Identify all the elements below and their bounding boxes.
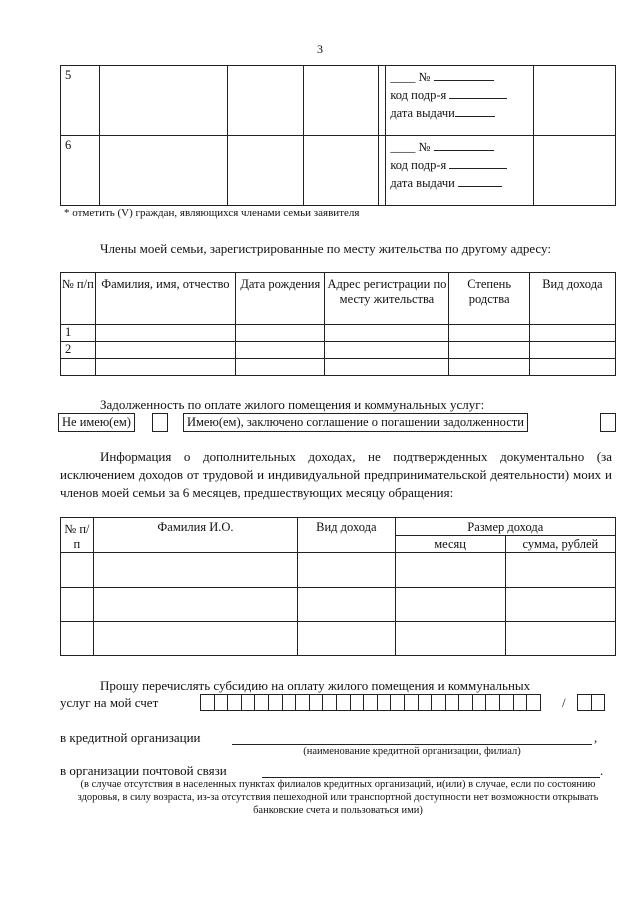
header-month: месяц [395, 536, 505, 553]
transfer-request-line2: услуг на мой счет [60, 695, 159, 710]
row-number: 5 [61, 66, 100, 136]
family-other-address-intro: Члены моей семьи, зарегистрированные по месту жительства по другому адресу: [100, 241, 551, 256]
table-cell [93, 553, 297, 588]
header-full-name: Фамилия, имя, отчество [95, 273, 235, 325]
header-income-size: Размер дохода [395, 518, 615, 536]
table-row [61, 553, 616, 588]
table-row [61, 325, 616, 342]
table-cell [529, 359, 615, 376]
post-office-label: в организации почтовой связи [60, 763, 227, 778]
account-number-cells[interactable] [200, 694, 541, 711]
passport-issue-date-line: дата выдачи [390, 104, 533, 122]
credit-organization-caption: (наименование кредитной организации, филиал) [303, 746, 521, 757]
table-cell [449, 342, 529, 359]
header-num: № п/п [61, 518, 94, 553]
table-cell [325, 359, 449, 376]
table-cell [379, 136, 386, 206]
table-cell [95, 325, 235, 342]
passport-series-number-line: ____ № [390, 138, 533, 156]
table-cell [228, 66, 304, 136]
account-slash: / [562, 695, 566, 710]
family-other-address-table [60, 272, 616, 376]
table-cell [529, 325, 615, 342]
header-income-type: Вид дохода [529, 273, 615, 325]
debt-option-have-checkbox[interactable] [600, 413, 616, 432]
header-sum-rubles: сумма, рублей [505, 536, 615, 553]
table-cell [395, 622, 505, 656]
header-registration-address: Адрес регистрации по месту жительства [325, 273, 449, 325]
table-cell [95, 359, 235, 376]
table-cell [93, 622, 297, 656]
table-cell [505, 588, 615, 622]
post-office-caption: (в случае отсутствия в населенных пунктах филиалов кредитных организаций, и(или) в случае, если по состоянию здоровья, в силу возраста, из-за отсутствия пешеходной или транспортной доступности нет возможности открывать банковские счета и пользоваться ими) [77, 779, 599, 816]
table-cell [534, 136, 616, 206]
passport-division-code-line: код подр-я [390, 156, 533, 174]
table-cell [303, 66, 379, 136]
table-cell [236, 359, 325, 376]
passport-issue-date-line: дата выдачи [390, 174, 533, 192]
passport-division-code-line: код подр-я [390, 86, 533, 104]
passport-cell [386, 66, 534, 136]
table-cell [61, 622, 94, 656]
table-cell [236, 325, 325, 342]
table-cell [236, 342, 325, 359]
table-cell [93, 588, 297, 622]
table-cell [298, 553, 395, 588]
debt-option-none-label: Не имею(ем) [58, 413, 135, 432]
table-cell [298, 622, 395, 656]
table-cell [100, 66, 228, 136]
table-row [61, 588, 616, 622]
extra-income-table [60, 517, 616, 656]
table-cell [395, 553, 505, 588]
table-row [61, 342, 616, 359]
table-cell [61, 588, 94, 622]
debt-option-none-checkbox[interactable] [152, 413, 168, 432]
row-number: 6 [61, 136, 100, 206]
table-cell [298, 588, 395, 622]
table-cell [100, 136, 228, 206]
table-row [61, 622, 616, 656]
credit-organization-comma: , [594, 730, 598, 745]
debt-title: Задолженность по оплате жилого помещения и коммунальных услуг: [100, 397, 485, 412]
table-row [61, 66, 616, 136]
table-cell [534, 66, 616, 136]
header-num: № п/п [61, 273, 96, 325]
account-suffix-cells[interactable] [577, 694, 605, 711]
footnote-family-members: * отметить (V) граждан, являющихся членами семьи заявителя [64, 207, 360, 219]
table-header-row [61, 518, 616, 536]
table-cell [505, 622, 615, 656]
table-header-row [61, 273, 616, 325]
debt-option-have-label: Имею(ем), заключено соглашение о погашении задолженности [183, 413, 528, 432]
header-full-name: Фамилия И.О. [93, 518, 297, 553]
family-members-table-continued [60, 65, 616, 206]
table-cell [529, 342, 615, 359]
table-cell [325, 342, 449, 359]
credit-organization-label: в кредитной организации [60, 730, 201, 745]
page-number: 3 [317, 42, 323, 56]
header-birth-date: Дата рождения [236, 273, 325, 325]
table-cell [325, 325, 449, 342]
table-cell [505, 553, 615, 588]
table-row [61, 359, 616, 376]
table-cell [395, 588, 505, 622]
table-cell [303, 136, 379, 206]
row-number: 2 [61, 342, 96, 359]
table-row [61, 136, 616, 206]
passport-series-number-line: ____ № [390, 68, 533, 86]
table-cell [379, 66, 386, 136]
passport-cell [386, 136, 534, 206]
header-income-type: Вид дохода [298, 518, 395, 553]
post-office-period: . [600, 763, 604, 778]
table-cell [449, 325, 529, 342]
table-cell [95, 342, 235, 359]
header-relationship: Степень родства [449, 273, 529, 325]
table-cell [449, 359, 529, 376]
transfer-request-line1: Прошу перечислять субсидию на оплату жилого помещения и коммунальных [100, 678, 531, 693]
extra-income-intro: Информация о дополнительных доходах, не подтвержденных документально (за исключением доходов от трудовой и индивидуальной предпринимательской деятельности) моих и членов моей семьи за 6 месяцев, предшествующих месяцу обращения: [60, 449, 612, 500]
table-cell [61, 553, 94, 588]
row-number [61, 359, 96, 376]
row-number: 1 [61, 325, 96, 342]
table-cell [228, 136, 304, 206]
